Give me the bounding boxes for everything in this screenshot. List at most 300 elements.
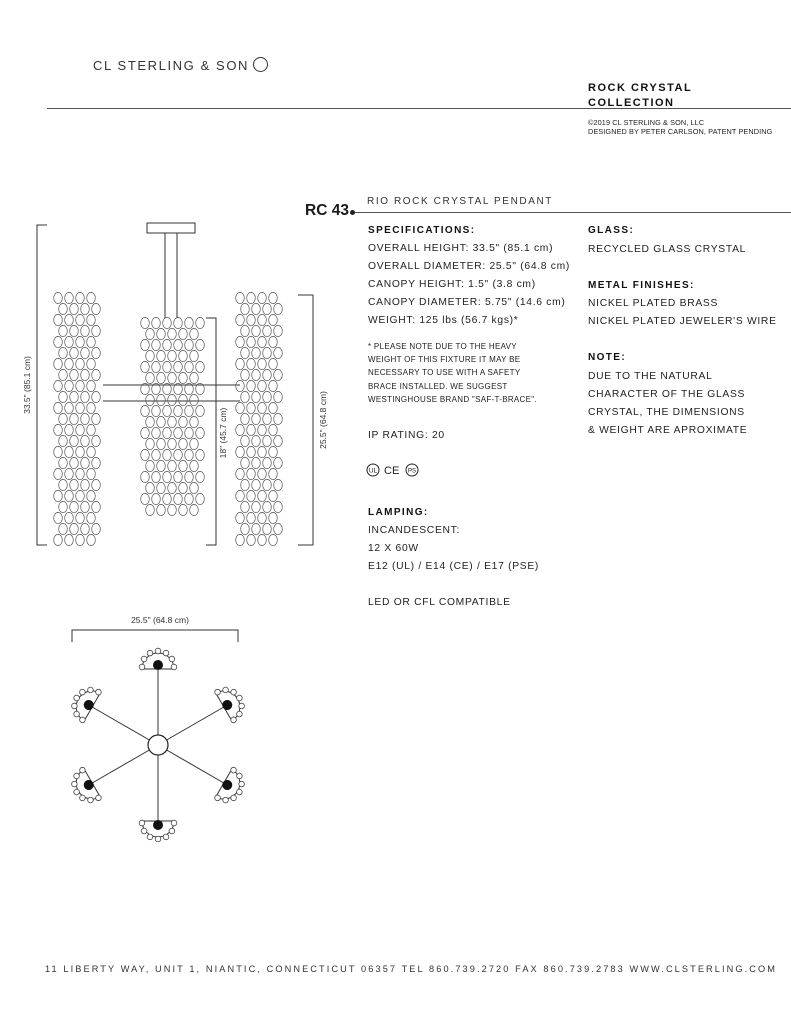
crystal <box>252 479 261 490</box>
crystal-cluster <box>65 766 103 809</box>
crystal <box>190 328 199 339</box>
crystal <box>141 427 150 438</box>
crystal <box>163 405 172 416</box>
crystal <box>258 512 267 523</box>
crystal <box>168 482 177 493</box>
crystal <box>65 292 74 303</box>
crystal-cluster <box>65 680 103 723</box>
crystal <box>92 413 101 424</box>
crystal <box>76 336 85 347</box>
label-center-height: 18" (45.7 cm) <box>218 407 228 459</box>
crystal <box>54 292 63 303</box>
crystal <box>190 504 199 515</box>
crystal <box>146 328 155 339</box>
lamping-compat: LED OR CFL COMPATIBLE <box>368 597 511 608</box>
note-line: * PLEASE NOTE DUE TO THE HEAVY <box>368 342 517 351</box>
metal-heading: METAL FINISHES: <box>588 280 695 291</box>
crystal <box>247 468 256 479</box>
crystal <box>81 457 90 468</box>
lamping-type: INCANDESCENT: <box>368 525 461 536</box>
collection-line1: ROCK CRYSTAL <box>588 82 693 94</box>
crystal <box>247 534 256 545</box>
crystal <box>196 471 205 482</box>
crystal <box>241 413 250 424</box>
label-drop-height: 25.5" (64.8 cm) <box>318 391 328 449</box>
plan-arm <box>89 745 158 785</box>
crystal <box>241 523 250 534</box>
crystal <box>65 358 74 369</box>
ul-mark-icon <box>367 464 379 476</box>
crystal <box>92 523 101 534</box>
crystal <box>179 416 188 427</box>
crystal <box>81 369 90 380</box>
crystal <box>252 325 261 336</box>
crystal <box>263 501 272 512</box>
crystal <box>252 457 261 468</box>
plan-arm <box>158 705 227 745</box>
crystal <box>163 361 172 372</box>
canopy <box>147 223 195 233</box>
crystal <box>274 435 283 446</box>
header-divider <box>47 108 791 109</box>
crystal <box>146 372 155 383</box>
crystal <box>87 336 96 347</box>
elevation-drawing <box>0 215 340 560</box>
crystal <box>236 380 245 391</box>
crystal <box>196 405 205 416</box>
crystal <box>274 347 283 358</box>
title-divider <box>355 212 791 213</box>
crystal <box>236 424 245 435</box>
crystal <box>54 314 63 325</box>
crystal <box>236 402 245 413</box>
crystal <box>274 325 283 336</box>
label-overall-height: 33.5" (85.1 cm) <box>22 356 32 414</box>
crystal <box>241 303 250 314</box>
crystal <box>241 325 250 336</box>
label-diameter: 25.5" (64.8 cm) <box>131 615 189 625</box>
crystal <box>168 394 177 405</box>
crystal <box>196 361 205 372</box>
crystal <box>252 391 261 402</box>
note-line: NECESSARY TO USE WITH A SAFETY <box>368 368 521 378</box>
product-title: RIO ROCK CRYSTAL PENDANT <box>367 196 554 207</box>
crystal <box>247 336 256 347</box>
crystal <box>274 501 283 512</box>
crystal <box>70 413 79 424</box>
crystal <box>70 347 79 358</box>
crystal <box>258 314 267 325</box>
crystal <box>59 347 68 358</box>
crystal <box>152 339 161 350</box>
crystal <box>269 424 278 435</box>
crystal <box>59 523 68 534</box>
crystal <box>179 460 188 471</box>
crystal <box>76 314 85 325</box>
crystal <box>174 317 183 328</box>
crystal <box>269 468 278 479</box>
note-line: WESTINGHOUSE BRAND "SAF-T-BRACE". <box>368 394 537 404</box>
crystal <box>59 303 68 314</box>
crystal <box>141 405 150 416</box>
crystal <box>269 314 278 325</box>
crystal <box>247 424 256 435</box>
crystal <box>141 471 150 482</box>
spec-overall-diameter: OVERALL DIAMETER: 25.5" (64.8 cm) <box>368 261 571 272</box>
crystal <box>190 460 199 471</box>
crystal <box>263 413 272 424</box>
note-line: BRACE INSTALLED. WE SUGGEST <box>368 381 508 391</box>
crystal <box>152 471 161 482</box>
crystal <box>92 325 101 336</box>
crystal <box>258 292 267 303</box>
pse-mark-icon <box>406 464 418 476</box>
crystal <box>54 424 63 435</box>
brand-name: CL STERLING & SON <box>93 58 250 73</box>
crystal <box>168 438 177 449</box>
crystal <box>59 457 68 468</box>
crystal <box>146 350 155 361</box>
plan-arm <box>158 745 227 785</box>
crystal <box>258 380 267 391</box>
crystal <box>269 402 278 413</box>
spec-canopy-diameter: CANOPY DIAMETER: 5.75" (14.6 cm) <box>368 297 566 308</box>
crystal <box>247 292 256 303</box>
crystal <box>87 424 96 435</box>
spec-weight: WEIGHT: 125 lbs (56.7 kgs)* <box>368 315 519 326</box>
crystal <box>269 512 278 523</box>
crystal <box>236 358 245 369</box>
crystal <box>236 468 245 479</box>
brand-logo <box>93 57 268 73</box>
crystal <box>247 490 256 501</box>
note-line-3: CRYSTAL, THE DIMENSIONS <box>588 407 745 418</box>
crystal <box>152 361 161 372</box>
crystal <box>258 468 267 479</box>
crystal <box>70 369 79 380</box>
crystal <box>179 328 188 339</box>
crystal <box>263 325 272 336</box>
crystal <box>92 457 101 468</box>
crystal <box>87 512 96 523</box>
crystal <box>76 380 85 391</box>
crystal <box>196 493 205 504</box>
crystal <box>269 490 278 501</box>
crystal <box>54 402 63 413</box>
crystal <box>54 336 63 347</box>
crystal <box>263 303 272 314</box>
crystal <box>87 490 96 501</box>
crystal <box>258 490 267 501</box>
crystal <box>152 405 161 416</box>
crystal <box>54 468 63 479</box>
crystal <box>174 339 183 350</box>
crystal <box>274 303 283 314</box>
crystal <box>241 501 250 512</box>
crystal <box>190 482 199 493</box>
crystal <box>146 394 155 405</box>
crystal <box>141 493 150 504</box>
crystal <box>76 534 85 545</box>
crystal <box>252 369 261 380</box>
crystal <box>274 391 283 402</box>
crystal <box>65 534 74 545</box>
crystal <box>146 416 155 427</box>
brand-circle-icon <box>253 57 268 72</box>
crystal <box>179 350 188 361</box>
crystal <box>65 512 74 523</box>
plan-drawing <box>60 612 260 842</box>
crystal <box>65 314 74 325</box>
crystal <box>190 350 199 361</box>
footer-address: 11 LIBERTY WAY, UNIT 1, NIANTIC, CONNECTICUT 06357 TEL 860.739.2720 FAX 860.739.2783 WWW.CLSTERLING.COM <box>45 964 778 974</box>
plan-arm <box>89 705 158 745</box>
crystal <box>70 435 79 446</box>
crystal <box>59 501 68 512</box>
crystal <box>185 449 194 460</box>
lamping-sockets: E12 (UL) / E14 (CE) / E17 (PSE) <box>368 561 540 572</box>
crystal <box>76 446 85 457</box>
crystal <box>185 471 194 482</box>
crystal <box>92 391 101 402</box>
metal-finish-2: NICKEL PLATED JEWELER'S WIRE <box>588 316 777 327</box>
svg-text:UL: UL <box>368 467 378 475</box>
crystal-cluster <box>214 766 252 809</box>
crystal <box>274 457 283 468</box>
crystal <box>269 534 278 545</box>
crystal <box>179 372 188 383</box>
crystal <box>157 394 166 405</box>
crystal <box>174 493 183 504</box>
note-line: WEIGHT OF THIS FIXTURE IT MAY BE <box>368 355 521 365</box>
crystal <box>76 424 85 435</box>
crystal <box>59 369 68 380</box>
crystal <box>258 446 267 457</box>
crystal <box>236 446 245 457</box>
crystal <box>87 446 96 457</box>
crystal <box>92 303 101 314</box>
crystal <box>236 490 245 501</box>
crystal <box>76 292 85 303</box>
note-line-1: DUE TO THE NATURAL <box>588 371 713 382</box>
crystal <box>157 482 166 493</box>
crystal <box>76 402 85 413</box>
crystal <box>179 482 188 493</box>
crystal <box>185 361 194 372</box>
crystal <box>179 504 188 515</box>
crystal <box>87 534 96 545</box>
ce-mark-icon: CE <box>384 465 400 477</box>
crystal <box>163 449 172 460</box>
crystal <box>81 435 90 446</box>
crystal <box>263 391 272 402</box>
crystal <box>252 435 261 446</box>
crystal <box>258 402 267 413</box>
crystal <box>236 534 245 545</box>
crystal <box>76 490 85 501</box>
crystal <box>157 372 166 383</box>
crystal <box>81 523 90 534</box>
crystal <box>174 471 183 482</box>
crystal <box>87 380 96 391</box>
crystal <box>65 424 74 435</box>
crystal <box>190 394 199 405</box>
crystal <box>163 339 172 350</box>
crystal <box>54 446 63 457</box>
crystal <box>269 380 278 391</box>
crystal <box>269 358 278 369</box>
crystal <box>59 479 68 490</box>
crystal <box>81 391 90 402</box>
crystal-columns <box>54 292 283 545</box>
crystal <box>163 471 172 482</box>
crystal <box>87 402 96 413</box>
crystal <box>70 479 79 490</box>
crystal <box>263 479 272 490</box>
crystal <box>174 405 183 416</box>
crystal <box>274 413 283 424</box>
crystal <box>81 325 90 336</box>
crystal <box>59 391 68 402</box>
crystal <box>263 369 272 380</box>
crystal <box>236 336 245 347</box>
dim-diameter <box>72 630 238 642</box>
crystal <box>59 325 68 336</box>
glass-value: RECYCLED GLASS CRYSTAL <box>588 244 747 255</box>
crystal <box>274 523 283 534</box>
crystal <box>185 405 194 416</box>
crystal <box>146 482 155 493</box>
crystal <box>54 358 63 369</box>
crystal <box>65 336 74 347</box>
crystal-cluster <box>214 680 252 723</box>
crystal <box>185 317 194 328</box>
crystal <box>236 512 245 523</box>
crystal <box>81 479 90 490</box>
crystal <box>179 438 188 449</box>
crystal <box>185 339 194 350</box>
crystal <box>141 361 150 372</box>
crystal <box>76 358 85 369</box>
crystal <box>168 504 177 515</box>
crystal <box>81 501 90 512</box>
crystal <box>241 347 250 358</box>
metal-finish-1: NICKEL PLATED BRASS <box>588 298 719 309</box>
crystal <box>247 446 256 457</box>
crystal <box>236 292 245 303</box>
crystal <box>252 523 261 534</box>
crystal <box>236 314 245 325</box>
crystal <box>274 479 283 490</box>
crystal <box>65 446 74 457</box>
crystal <box>92 347 101 358</box>
crystal <box>241 391 250 402</box>
crystal <box>65 402 74 413</box>
svg-text:PS: PS <box>407 468 417 475</box>
crystal <box>54 490 63 501</box>
crystal <box>70 325 79 336</box>
crystal <box>54 534 63 545</box>
crystal-cluster <box>139 648 177 670</box>
weight-note <box>368 340 537 406</box>
spec-canopy-height: CANOPY HEIGHT: 1.5" (3.8 cm) <box>368 279 536 290</box>
collection-line2: COLLECTION <box>588 97 675 109</box>
crystal <box>174 361 183 372</box>
crystal <box>258 358 267 369</box>
crystal <box>92 479 101 490</box>
crystal <box>70 457 79 468</box>
lamping-wattage: 12 X 60W <box>368 543 419 554</box>
crystal <box>152 317 161 328</box>
crystal <box>179 394 188 405</box>
copyright: ©2019 CL STERLING & SON, LLC <box>588 118 705 127</box>
crystal <box>81 347 90 358</box>
specs-heading: SPECIFICATIONS: <box>368 225 476 236</box>
crystal <box>146 438 155 449</box>
crystal <box>252 501 261 512</box>
crystal <box>269 336 278 347</box>
crystal <box>141 339 150 350</box>
crystal <box>252 347 261 358</box>
certification-marks <box>366 462 422 478</box>
crystal <box>269 446 278 457</box>
glass-heading: GLASS: <box>588 225 635 236</box>
crystal <box>241 369 250 380</box>
crystal <box>247 314 256 325</box>
crystal <box>196 449 205 460</box>
crystal-cluster <box>139 820 177 842</box>
crystal <box>70 523 79 534</box>
hub <box>148 735 168 755</box>
crystal <box>241 479 250 490</box>
crystal <box>263 457 272 468</box>
crystal <box>141 449 150 460</box>
crystal <box>157 438 166 449</box>
crystal <box>168 460 177 471</box>
crystal <box>168 416 177 427</box>
designer-credit: DESIGNED BY PETER CARLSON, PATENT PENDING <box>588 127 773 136</box>
crystal <box>146 504 155 515</box>
crystal <box>87 292 96 303</box>
crystal <box>258 424 267 435</box>
crystal <box>76 512 85 523</box>
crystal <box>274 369 283 380</box>
crystal <box>263 523 272 534</box>
crystal <box>174 449 183 460</box>
crystal <box>54 512 63 523</box>
crystal <box>190 372 199 383</box>
crystal <box>247 380 256 391</box>
crystal <box>65 380 74 391</box>
crystal <box>196 427 205 438</box>
crystal <box>247 358 256 369</box>
crystal <box>141 317 150 328</box>
crystal <box>157 328 166 339</box>
crystal <box>81 413 90 424</box>
model-number: RC 43 <box>305 202 349 219</box>
crystal <box>241 457 250 468</box>
spec-overall-height: OVERALL HEIGHT: 33.5" (85.1 cm) <box>368 243 554 254</box>
crystal <box>157 350 166 361</box>
crystal <box>241 435 250 446</box>
crystal <box>54 380 63 391</box>
crystal <box>70 391 79 402</box>
crystal <box>269 292 278 303</box>
crystal <box>185 493 194 504</box>
crystal <box>252 303 261 314</box>
dim-center-height <box>206 318 216 545</box>
crystal <box>92 369 101 380</box>
